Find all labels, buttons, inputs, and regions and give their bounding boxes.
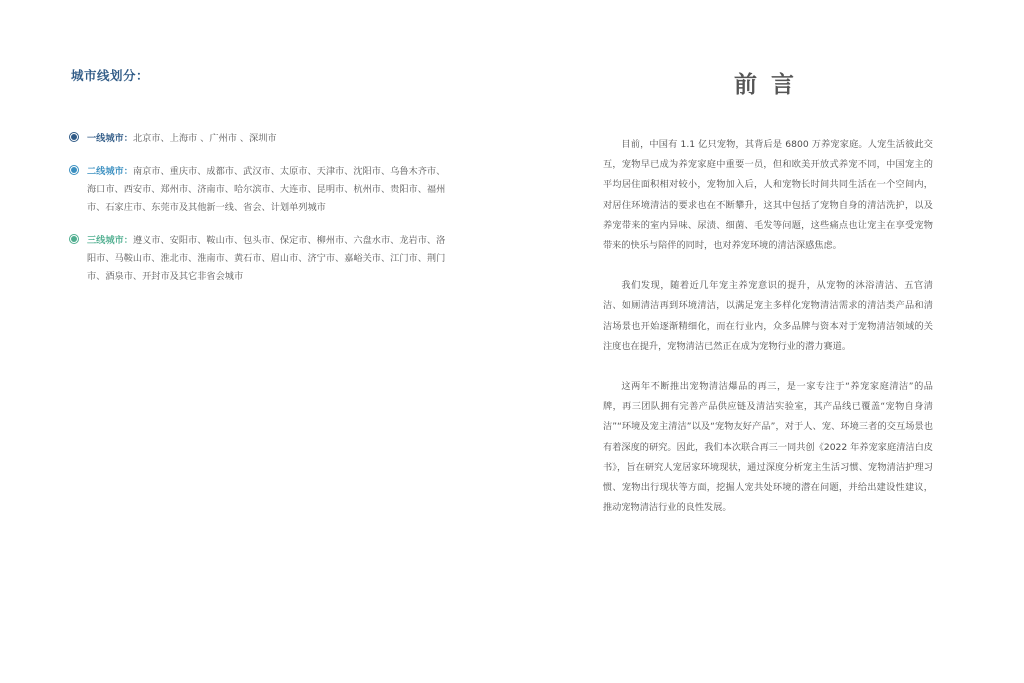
preface-heading: 前言 — [734, 72, 808, 98]
preface-paragraph-2: 我们发现，随着近几年宠主养宠意识的提升，从宠物的沐浴清洁、五官清洁、如厕清洁再到环境清洁，以满足宠主多样化宠物清洁需求的清洁类产品和清洁场景也开始逐渐精细化，而在行业内，众多品牌与资本对于宠物清洁领域的关注度也在提升，宠物清洁已然正在成为宠物行业的潜力赛道。 — [603, 280, 933, 352]
tier-3-cities: 遵义市、安阳市、鞍山市、包头市、保定市、柳州市、六盘水市、龙岩市、洛阳市、马鞍山市、淮北市、淮南市、黄石市、眉山市、济宁市、嘉峪关市、江门市、荆门市、酒泉市、开封市及其它非省会城市 — [87, 235, 446, 282]
preface-paragraph-3: 这两年不断推出宠物清洁爆品的再三，是一家专注于“养宠家庭清洁”的品牌，再三团队拥有完善产品供应链及清洁实验室，其产品线已覆盖“宠物自身清洁”“环境及宠主清洁”以及“宠物友好产品”，对于人、宠、环境三者的交互场景也有着深度的研究。因此，我们本次联合再三一同共创《2022 年养宠家庭清洁白皮书》，旨在研究人宠居家环境现状，通过深度分析宠主生活习惯、宠物清洁护理习惯、宠物出行现状等方面，挖掘人宠共处环境的潜在问题，并给出建设性建议，推动宠物清洁行业的良性发展。 — [603, 381, 933, 514]
tier-3-label: 三线城市： — [87, 235, 133, 246]
tier-3 — [71, 232, 451, 286]
tier-3-bullet-icon — [71, 236, 77, 242]
preface-paragraph-1: 目前，中国有 1.1 亿只宠物，其背后是 6800 万养宠家庭。人宠生活彼此交互，宠物早已成为养宠家庭中重要一员，但和欧美开放式养宠不同，中国宠主的平均居住面积相对较小，宠物加入后，人和宠物长时间共同生活在一个空间内，对居住环境清洁的要求也在不断攀升，这其中包括了宠物自身的清洁洗护，以及养宠带来的室内异味、尿渍、细菌、毛发等问题，这些痛点也让宠主在享受宠物带来的快乐与陪伴的同时，也对养宠环境的清洁深感焦虑。 — [603, 139, 933, 252]
tier-1-cities: 北京市、上海市 、广州市 、深圳市 — [132, 133, 277, 144]
city-tier-section — [71, 66, 451, 84]
preface-section — [603, 66, 933, 538]
tier-2-cities: 南京市、重庆市、成都市、武汉市、太原市、天津市、沈阳市、乌鲁木齐市、海口市、西安市、郑州市、济南市、哈尔滨市、大连市、昆明市、杭州市、贵阳市、福州市、石家庄市、东莞市及其他新一线、省会、计划单列城市 — [87, 166, 446, 213]
tier-2 — [71, 163, 451, 217]
city-tier-list — [71, 130, 451, 301]
tier-1-label: 一线城市： — [87, 133, 133, 144]
tier-1-bullet-icon — [71, 134, 77, 140]
tier-2-label: 二线城市： — [87, 166, 133, 177]
tier-2-bullet-icon — [71, 167, 77, 173]
section-title: 城市线划分： — [71, 68, 150, 83]
tier-1 — [71, 130, 451, 148]
